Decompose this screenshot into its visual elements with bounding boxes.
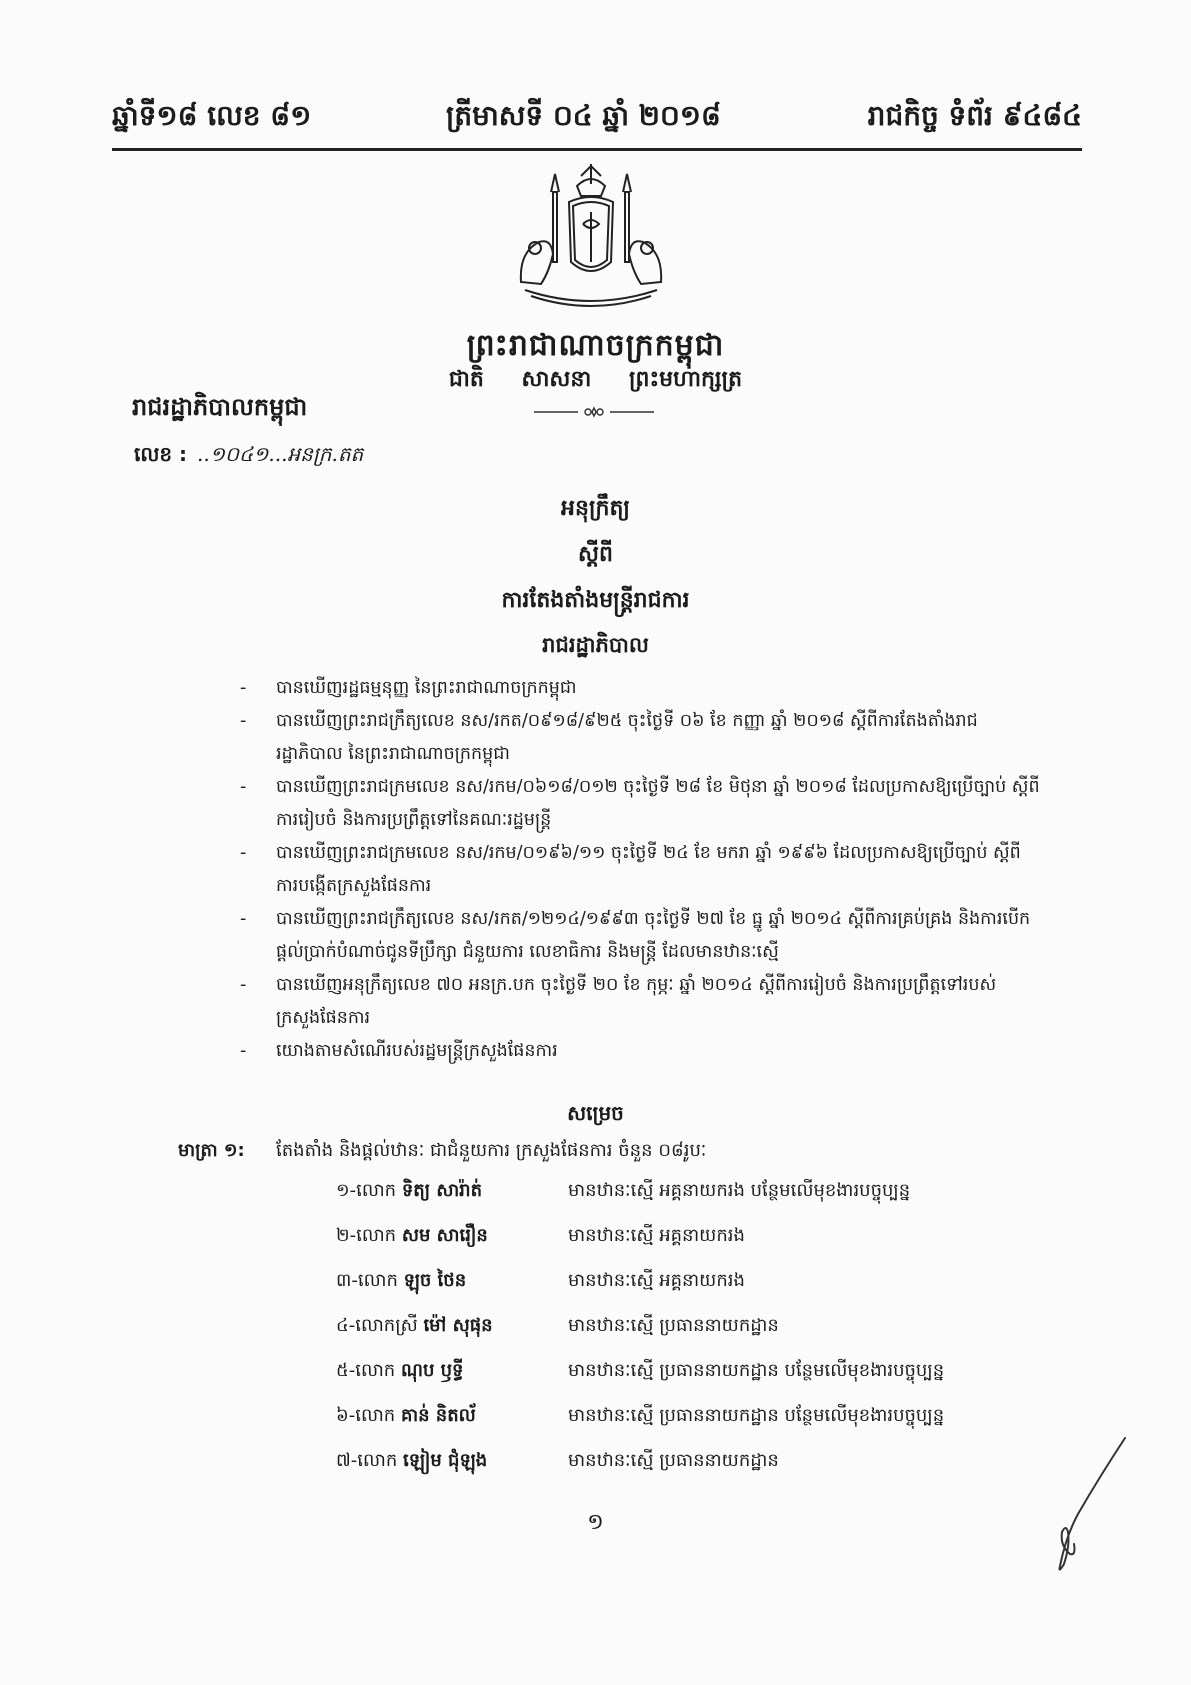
appointee-name: ទិត្យ សារ៉ាត់ — [401, 1180, 483, 1201]
list-item: - បានឃើញអនុក្រឹត្យលេខ ៧០ អនក្រ.បក ចុះថ្ងៃទី ២០ ខែ កុម្ភៈ ឆ្នាំ ២០១៤ ស្តីពីការរៀបចំ និងការប្រព្រឹត្តទៅរបស់ក្រសួងផែនការ — [240, 975, 997, 1028]
list-item: - បានឃើញព្រះរាជក្រឹត្យលេខ នស/រកត/០៩១៨/៩២៥ ចុះថ្ងៃទី ០៦ ខែ កញ្ញា ឆ្នាំ ២០១៨ ស្តីពីការតែងតាំងរាជរដ្ឋាភិបាល នៃព្រះរាជាណាចក្រកម្ពុជា — [240, 711, 978, 764]
appointee-name: ណុប ឫទ្ធី — [400, 1360, 464, 1381]
document-type: អនុក្រឹត្យ — [561, 496, 630, 521]
header-quarter: ត្រីមាសទី ០៤ ឆ្នាំ ២០១៨ — [446, 99, 721, 132]
article-label: មាត្រា ១: — [178, 1140, 245, 1161]
appointee-rank: មានឋានៈស្មើ ប្រធាននាយកដ្ឋាន បន្ថែមលើមុខងារបច្ចុប្បន្ន — [568, 1360, 945, 1381]
document-page: ឆ្នាំទី១៨ លេខ ៨១ ត្រីមាសទី ០៤ ឆ្នាំ ២០១៨ រាជកិច្ច ទំព័រ ៩៤៨៤ ព្រះរាជាណាចក្រកម្ពុជា ជាតិ សាសនា ព្រះមហាក្សត្រ រាជរដ្ឋាភិបាលកម្ពុជា លេខ : ..១០៤១...អនក្រ.តត អនុក្រឹត្យ ស្តីពី ការតែងតាំងមន្ត្រីរាជការ រាជរដ្ឋាភិបាល - បានឃើញរដ្ឋធម្មនុញ្ញ នៃព្រះរាជាណាចក្រកម្ពុជា - បានឃើញព្រះរាជក្រឹត្យលេខ នស/រកត/០៩១៨/៩២៥ ចុះថ្ងៃទី ០៦ ខែ កញ្ញា ឆ្នាំ ២០១៨ ស្តីពីការតែងតាំងរាជរដ្ឋាភិបាល នៃព្រះរាជាណាចក្រកម្ពុជា - បានឃើញព្រះរាជក្រមលេខ នស/រកម/០៦១៨/០១២ ចុះថ្ងៃទី ២៨ ខែ មិថុនា ឆ្នាំ ២០១៨ ដែលប្រកាសឱ្យប្រើច្បាប់ ស្តីពីការរៀបចំ និងការប្រព្រឹត្តទៅនៃគណៈរដ្ឋមន្ត្រី - បានឃើញព្រះរាជក្រមលេខ នស/រកម/០១៩៦/១១ ចុះថ្ងៃទី ២៤ ខែ មករា ឆ្នាំ ១៩៩៦ ដែលប្រកាសឱ្យប្រើច្បាប់ ស្តីពីការបង្កើតក្រសួងផែនការ - បានឃើញព្រះរាជក្រឹត្យលេខ នស/រកត/១២១៤/១៩៩៣ ចុះថ្ងៃទី ២៧ ខែ ធ្នូ ឆ្នាំ ២០១៤ ស្តីពីការគ្រប់គ្រង និងការបើកផ្តល់ប្រាក់បំណាច់ជូនទីប្រឹក្សា ជំនួយការ លេខាធិការ និងមន្ត្រី ដែលមានឋានៈស្មើ - បានឃើញអនុក្រឹត្យលេខ ៧០ អនក្រ.បក ចុះថ្ងៃទី ២០ ខែ កុម្ភៈ ឆ្នាំ ២០១៤ ស្តីពីការរៀបចំ និងការប្រព្រឹត្តទៅរបស់ក្រសួងផែនការ - យោងតាមសំណើរបស់រដ្ឋមន្ត្រីក្រសួងផែនការ សម្រេច មាត្រា ១: តែងតាំង និងផ្តល់ឋានៈ ជាជំនួយការ ក្រសួងផែនការ ចំនួន ០៨រូបៈ ១-លោក ទិត្យ សារ៉ាត់ មានឋានៈស្មើ អគ្គនាយករង បន្ថែមលើមុខងារបច្ចុប្បន្ន ២-លោក សម សារឿន មានឋានៈស្មើ អគ្គនាយករង ៣-លោក ឡុច ថៃន មានឋានៈស្មើ អគ្គនាយករង ៤-លោកស្រី ម៉ៅ សុផុន មានឋានៈស្មើ ប្រធាននាយកដ្ឋាន ៥-លោក ណុប ឫទ្ធី មានឋានៈស្មើ ប្រធាននាយកដ្ឋាន បន្ថែមលើមុខងារបច្ចុប្បន្ន ៦-លោក គាន់ និតល័ មានឋានៈស្មើ ប្រធាននាយកដ្ឋាន បន្ថែមលើមុខងារបច្ចុប្បន្ន ៧-លោក ឡៀម ជុំឡុង មានឋានៈស្មើ ប្រធាននាយកដ្ឋាន ១ — [0, 0, 1191, 1685]
header-divider — [112, 148, 1082, 151]
list-item: - យោងតាមសំណើរបស់រដ្ឋមន្ត្រីក្រសួងផែនការ — [240, 1041, 558, 1061]
document-number-value: ..១០៤១...អនក្រ.តត — [197, 442, 364, 466]
appointee-rank: មានឋានៈស្មើ ប្រធាននាយកដ្ឋាន បន្ថែមលើមុខងារបច្ចុប្បន្ន — [568, 1405, 945, 1426]
appointee-rank: មានឋានៈស្មើ អគ្គនាយករង — [568, 1225, 745, 1246]
appointee-rank: មានឋានៈស្មើ ប្រធាននាយកដ្ឋាន — [568, 1450, 779, 1471]
issuing-authority: រាជរដ្ឋាភិបាលកម្ពុជា — [132, 393, 308, 421]
article-text: តែងតាំង និងផ្តល់ឋានៈ ជាជំនួយការ ក្រសួងផែនការ ចំនួន ០៨រូបៈ — [276, 1140, 707, 1161]
decision-heading: សម្រេច — [567, 1101, 624, 1125]
issuing-body: រាជរដ្ឋាភិបាល — [542, 633, 649, 657]
document-subject: ការតែងតាំងមន្ត្រីរាជការ — [501, 588, 690, 613]
list-item: - បានឃើញព្រះរាជក្រមលេខ នស/រកម/០១៩៦/១១ ចុះថ្ងៃទី ២៤ ខែ មករា ឆ្នាំ ១៩៩៦ ដែលប្រកាសឱ្យប្រើច្បាប់ ស្តីពីការបង្កើតក្រសួងផែនការ — [240, 843, 1021, 896]
national-motto: ជាតិ សាសនា ព្រះមហាក្សត្រ — [448, 367, 743, 392]
royal-coat-of-arms-icon — [511, 162, 671, 314]
document-number-label: លេខ : — [134, 442, 188, 466]
gazette-header — [112, 98, 1082, 154]
header-year-issue: ឆ្នាំទី១៨ លេខ ៨១ — [112, 99, 312, 132]
document-number — [134, 441, 363, 471]
appointee-name: ឡៀម ជុំឡុង — [403, 1450, 488, 1471]
appointee-rank: មានឋានៈស្មើ ប្រធាននាយកដ្ឋាន — [568, 1315, 779, 1336]
list-item: - បានឃើញព្រះរាជក្រឹត្យលេខ នស/រកត/១២១៤/១៩៩៣ ចុះថ្ងៃទី ២៧ ខែ ធ្នូ ឆ្នាំ ២០១៤ ស្តីពីការគ្រប់គ្រង និងការបើកផ្តល់ប្រាក់បំណាច់ជូនទីប្រឹក្សា ជំនួយការ លេខាធិការ និងមន្ត្រី ដែលមានឋានៈស្មើ — [240, 909, 1031, 962]
appointee-name: គាន់ និតល័ — [400, 1405, 476, 1426]
list-item: - បានឃើញរដ្ឋធម្មនុញ្ញ នៃព្រះរាជាណាចក្រកម្ពុជា — [240, 678, 577, 698]
page-number: ១ — [587, 1510, 604, 1535]
header-page: រាជកិច្ច ទំព័រ ៩៤៨៤ — [867, 99, 1082, 132]
article-1 — [178, 1138, 706, 1165]
appointee-name: ឡុច ថៃន — [403, 1270, 467, 1291]
appointee-name: សម សារឿន — [401, 1225, 488, 1246]
list-item: - បានឃើញព្រះរាជក្រមលេខ នស/រកម/០៦១៨/០១២ ចុះថ្ងៃទី ២៨ ខែ មិថុនា ឆ្នាំ ២០១៨ ដែលប្រកាសឱ្យប្រើច្បាប់ ស្តីពីការរៀបចំ និងការប្រព្រឹត្តទៅនៃគណៈរដ្ឋមន្ត្រី — [240, 777, 1040, 830]
considerations-list — [240, 672, 1040, 1068]
appointee-rank: មានឋានៈស្មើ អគ្គនាយករង បន្ថែមលើមុខងារបច្ចុប្បន្ន — [568, 1180, 911, 1201]
handwritten-signature — [1030, 1436, 1130, 1576]
document-about: ស្តីពី — [578, 542, 613, 567]
appointee-rank: មានឋានៈស្មើ អគ្គនាយករង — [568, 1270, 745, 1291]
appointee-name: ម៉ៅ សុផុន — [423, 1315, 493, 1336]
kingdom-name: ព្រះរាជាណាចក្រកម្ពុជា — [466, 328, 725, 363]
ornament-divider-icon — [534, 406, 654, 418]
